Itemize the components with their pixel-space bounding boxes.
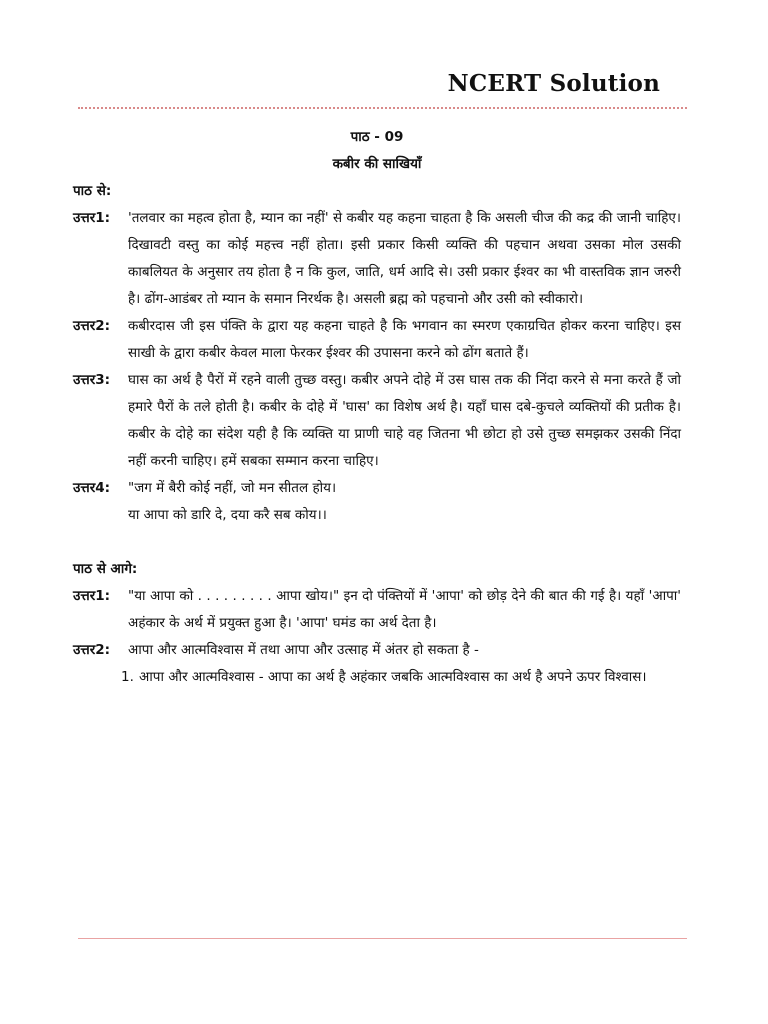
answer-label: उत्तर2: <box>73 318 111 334</box>
answer-1 <box>73 205 681 313</box>
answer-4 <box>73 475 681 529</box>
page-content <box>73 124 681 691</box>
answer-text: घास का अर्थ है पैरों में रहने वाली तुच्छ वस्तु। कबीर अपने दोहे में उस घास तक की निंदा करने से मना करते हैं जो हमारे पैरों के तले होती है। कबीर के दोहे में 'घास' का विशेष अर्थ है। यहाँ घास दबे-कुचले व्यक्तियों की प्रतीक है। कबीर के दोहे का संदेश यही है कि व्यक्ति या प्राणी चाहे वह जितना भी छोटा हो उसे तुच्छ समझकर उसकी निंदा नहीं करनी चाहिए। हमें सबका सम्मान करना चाहिए। <box>128 372 681 469</box>
couplet-line-1: "जग में बैरी कोई नहीं, जो मन सीतल होय। <box>128 480 337 496</box>
answer-label: उत्तर2: <box>73 642 111 658</box>
section-heading-path-se-aage: पाठ से आगे: <box>73 561 138 577</box>
list-item-number: 1. <box>121 669 134 685</box>
answer-label: उत्तर4: <box>73 480 111 496</box>
answer-text: कबीरदास जी इस पंक्ति के द्वारा यह कहना चाहते है कि भगवान का स्मरण एकाग्रचित होकर करना चाहिए। इस साखी के द्वारा कबीर केवल माला फेरकर ईश्वर की उपासना करने को ढोंग बताते हैं। <box>128 318 681 361</box>
section-heading-path-se: पाठ से: <box>73 183 112 199</box>
list-item <box>73 664 681 691</box>
answer-text: 'तलवार का महत्व होता है, म्यान का नहीं' से कबीर यह कहना चाहता है कि असली चीज की कद्र की जानी चाहिए। दिखावटी वस्तु का कोई महत्त्व नहीं होता। इसी प्रकार किसी व्यक्ति की पहचान अथवा उसका मोल उसकी काबलियत के अनुसार तय होता है न कि कुल, जाति, धर्म आदि से। उसी प्रकार ईश्वर का भी वास्तविक ज्ञान जरुरी है। ढोंग-आडंबर तो म्यान के समान निरर्थक है। असली ब्रह्म को पहचानो और उसी को स्वीकारो। <box>128 210 681 307</box>
lesson-number: पाठ - 09 <box>350 129 404 145</box>
list-item-text: आपा और आत्मविश्वास - आपा का अर्थ है अहंकार जबकि आत्मविश्वास का अर्थ है अपने ऊपर विश्वास। <box>139 669 647 685</box>
couplet-line-2: या आपा को डारि दे, दया करै सब कोय।। <box>128 507 327 523</box>
answer-3 <box>73 367 681 475</box>
header-title: NCERT Solution <box>447 70 660 97</box>
footer-divider <box>78 938 687 939</box>
answer-label: उत्तर1: <box>73 588 111 604</box>
answer-text: "या आपा को . . . . . . . . . आपा खोय।" इन दो पंक्तियों में 'आपा' को छोड़ देने की बात की गई है। यहाँ 'आपा' अहंकार के अर्थ में प्रयुक्त हुआ है। 'आपा' घमंड का अर्थ देता है। <box>128 588 681 631</box>
answer-2-further <box>73 637 681 664</box>
answer-2 <box>73 313 681 367</box>
lesson-title: कबीर की साखियाँ <box>332 156 422 172</box>
answer-label: उत्तर1: <box>73 210 111 226</box>
answer-1-further <box>73 583 681 637</box>
header-divider <box>78 107 687 109</box>
answer-text: आपा और आत्मविश्वास में तथा आपा और उत्साह में अंतर हो सकता है - <box>128 642 479 658</box>
answer-label: उत्तर3: <box>73 372 111 388</box>
